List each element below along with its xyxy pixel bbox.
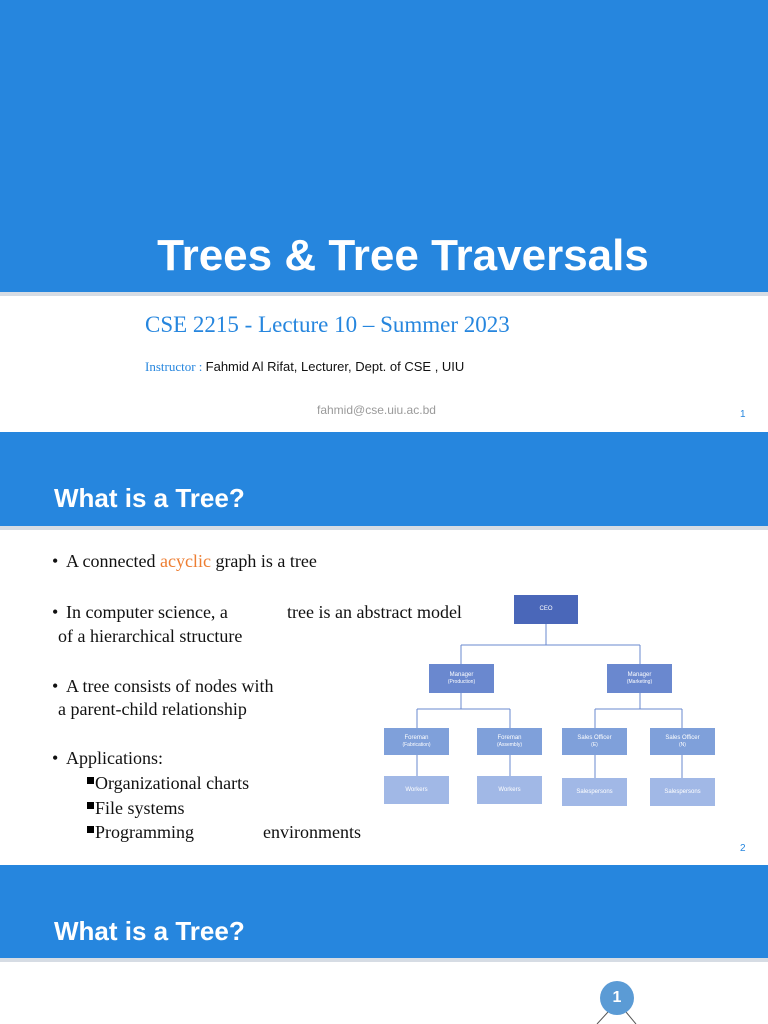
node-sublabel: (Marketing) [626,678,653,685]
bullet-text-line2: of a hierarchical structure [58,626,243,646]
bullet-marker: • [52,748,59,768]
node-label: Sales Officer [665,734,700,741]
bullet-text-line2: a parent-child relationship [58,699,247,719]
tree-edges [0,865,768,1024]
node-label: Sales Officer [577,734,612,741]
title-slide [0,0,768,432]
org-node-manager-production [429,664,494,693]
bullet-text: A tree consists of nodes with [66,676,274,696]
org-node-sales-officer-n [650,728,715,755]
bullet-marker: • [52,676,59,696]
instructor-value: Fahmid Al Rifat, Lecturer, Dept. of CSE , UIU [205,359,465,374]
node-label: Salespersons [576,788,613,795]
node-label: Workers [498,786,521,793]
node-label: Foreman [404,734,429,741]
node-sublabel: (Fabrication) [402,741,431,748]
footer-email: fahmid@cse.uiu.ac.bd [317,403,436,417]
sub-bullet-text: File systems [95,798,185,818]
instructor-label: Instructor : [145,359,206,374]
tree-node-label: 1 [612,989,622,1006]
page-number: 2 [740,843,746,854]
tree-node-root [600,981,634,1015]
what-is-a-tree-slide [0,432,768,865]
node-label: Salespersons [664,788,701,795]
bullet-text: graph is a tree [210,551,317,571]
slide-title: What is a Tree? [54,483,245,513]
bullet-marker: • [52,602,59,622]
org-node-workers [384,776,449,804]
what-is-a-tree-slide-2 [0,865,768,1024]
org-node-sales-officer-e [562,728,627,755]
banner-divider [0,292,768,296]
highlight-acyclic: acyclic [159,551,211,571]
node-label: Manager [627,671,652,678]
node-label: Manager [449,671,474,678]
node-sublabel: (Production) [447,678,476,685]
sub-bullet-text-cont: environments [263,822,361,842]
node-label: Foreman [497,734,522,741]
slide-title: What is a Tree? [54,916,245,946]
org-node-foreman-assembly [477,728,542,755]
node-label: CEO [539,606,553,612]
node-sublabel: (N) [679,741,686,748]
lecture-subtitle: CSE 2215 - Lecture 10 – Summer 2023 [145,312,510,337]
page-number: 1 [740,409,746,420]
bullet-marker: • [52,551,59,571]
org-node-workers [477,776,542,804]
bullet-text: Applications: [66,748,163,768]
node-sublabel: (E) [591,741,598,748]
bullet-text-cont: tree is an abstract model [287,602,462,622]
org-node-ceo [514,595,578,624]
slide-title: Trees & Tree Traversals [157,231,649,280]
org-node-salespersons [562,778,627,806]
bullet-text: In computer science, a [66,602,228,622]
org-node-salespersons [650,778,715,806]
org-node-manager-marketing [607,664,672,693]
node-sublabel: (Assembly) [496,741,522,748]
node-label: Workers [405,786,428,793]
sub-bullet-text: Programming [95,822,194,842]
instructor-line [145,359,464,375]
sub-bullet-text: Organizational charts [95,773,250,793]
org-node-foreman-fabrication [384,728,449,755]
bullet-text: A connected [66,551,160,571]
